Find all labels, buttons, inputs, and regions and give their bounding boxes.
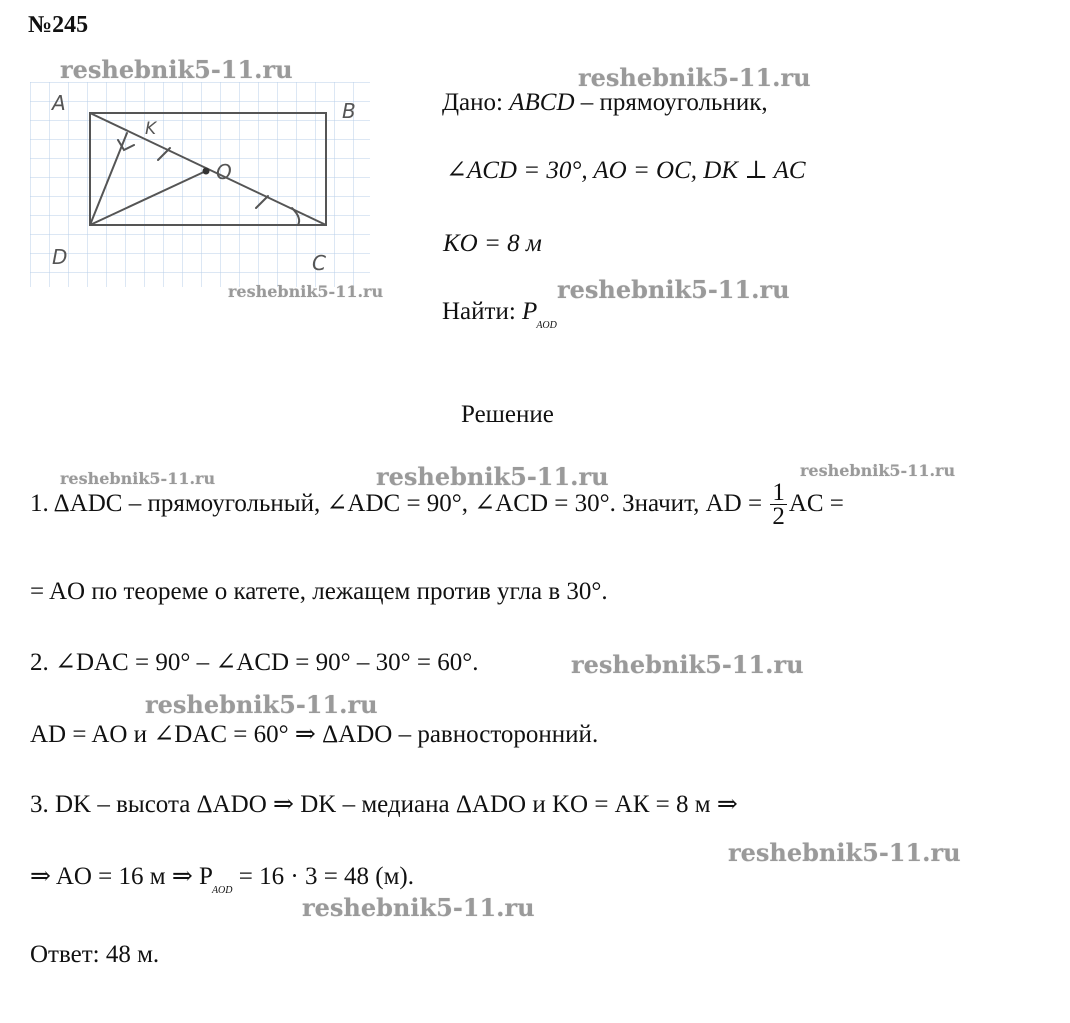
watermark: reshebnik5-11.ru — [145, 690, 378, 719]
find-line — [442, 297, 557, 332]
answer: Ответ: 48 м. — [30, 941, 160, 968]
fraction-numerator: 1 — [772, 478, 785, 506]
step-1-text-a: 1. ΔADC – прямоугольный, ∠ADC = 90°, ∠ACD = 30°. Значит, AD = — [30, 490, 763, 517]
watermark: reshebnik5-11.ru — [728, 838, 961, 867]
step-1-text-b: AC = — [788, 490, 844, 517]
find-label: Найти: — [442, 298, 523, 325]
figure-sketch — [30, 82, 370, 287]
solution-heading: Решение — [461, 401, 554, 428]
given-line-2: ∠ACD = 30°, AO = OC, DK ⊥ AC — [446, 157, 806, 184]
watermark: reshebnik5-11.ru — [800, 461, 956, 480]
find-subscript: AOD — [536, 320, 557, 331]
given-label: Дано: — [442, 89, 510, 116]
label-b: B — [342, 99, 356, 123]
watermark: reshebnik5-11.ru — [376, 462, 609, 491]
step-3-subscript: AOD — [211, 885, 233, 896]
step-1-line-2: = AO по теореме о катете, лежащем против угла в 30°. — [30, 578, 608, 605]
given-figure: ABCD — [509, 89, 575, 116]
step-3-line-2 — [30, 862, 414, 897]
label-o: O — [216, 160, 232, 184]
point-o — [203, 168, 210, 175]
watermark: reshebnik5-11.ru — [60, 55, 293, 84]
step-2-line-2: AD = AO и ∠DAC = 60° ⇒ ΔADO – равносторонний. — [30, 721, 599, 748]
problem-number: №245 — [28, 12, 89, 38]
watermark: reshebnik5-11.ru — [557, 275, 790, 304]
watermark: reshebnik5-11.ru — [571, 650, 804, 679]
watermark: reshebnik5-11.ru — [302, 893, 535, 922]
given-figure-type: – прямоугольник, — [574, 89, 768, 116]
given-line-3: KO = 8 м — [443, 230, 542, 257]
step-3-text-a: ⇒ AO = 16 м ⇒ P — [30, 863, 213, 890]
watermark: reshebnik5-11.ru — [228, 282, 384, 301]
watermark: reshebnik5-11.ru — [60, 469, 216, 488]
label-c: C — [312, 251, 326, 275]
step-3-text-b: = 16 · 3 = 48 (м). — [232, 863, 415, 890]
label-a: A — [52, 91, 66, 115]
step-3-line-1: 3. DK – высота ΔADO ⇒ DK – медиана ΔADO и KO = АК = 8 м ⇒ — [30, 791, 738, 818]
step-2-line-1: 2. ∠DAC = 90° – ∠ACD = 90° – 30° = 60°. — [30, 649, 479, 676]
label-d: D — [52, 245, 68, 269]
label-k: K — [145, 119, 157, 139]
watermark: reshebnik5-11.ru — [578, 63, 811, 92]
given-line-1 — [442, 88, 768, 118]
find-perimeter: P — [522, 298, 538, 325]
fraction-one-half — [770, 478, 787, 530]
fraction-denominator: 2 — [772, 502, 785, 530]
